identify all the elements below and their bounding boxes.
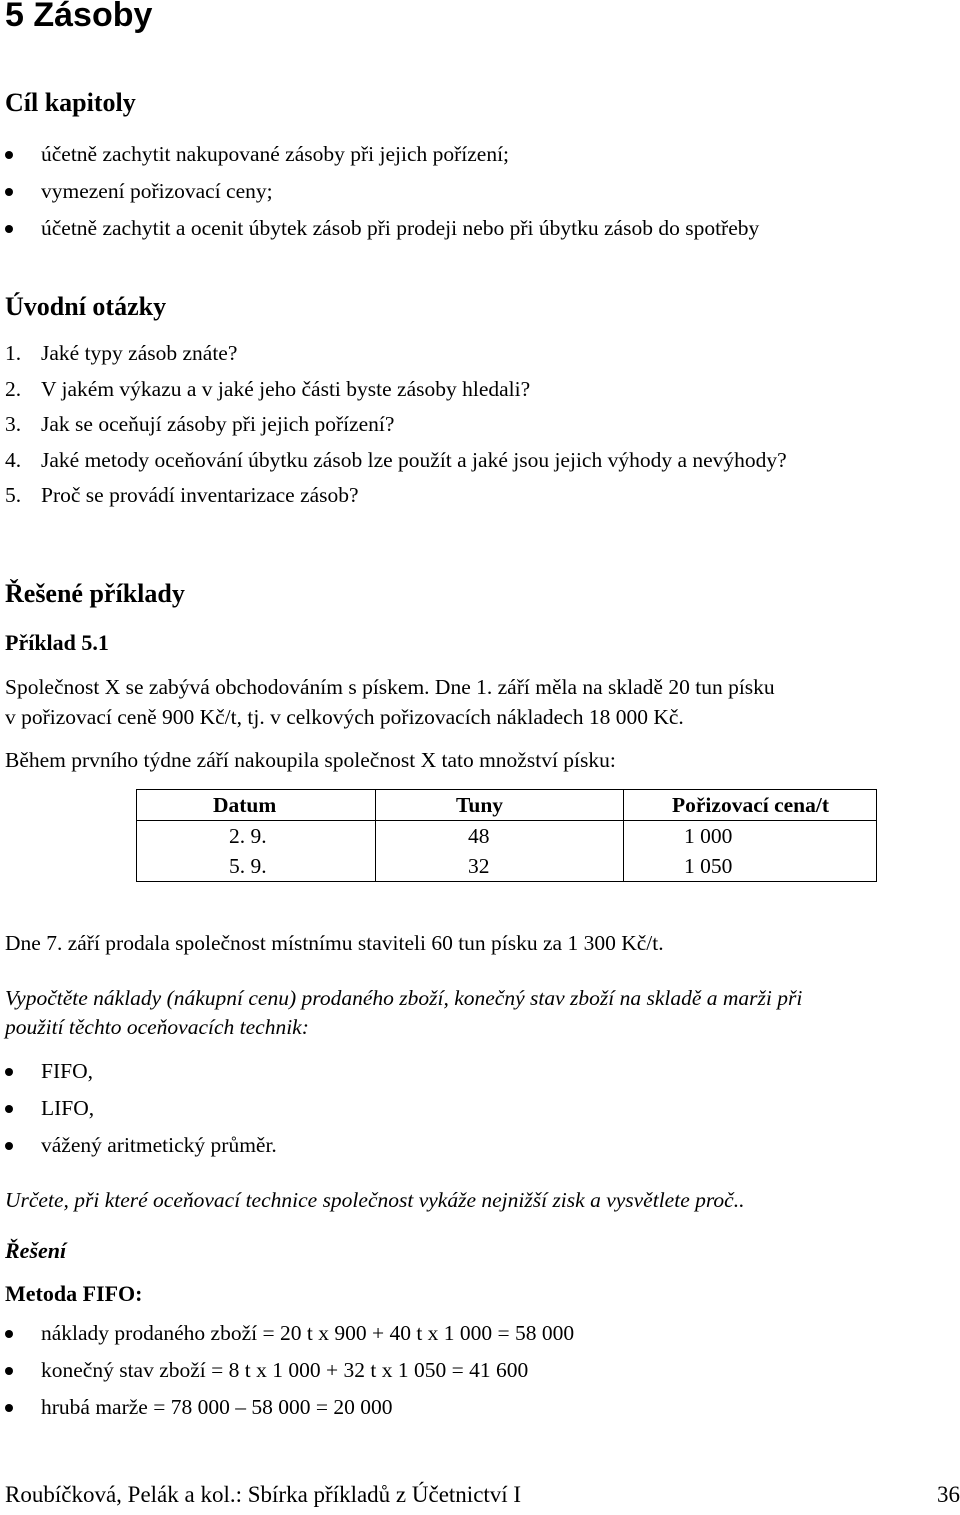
example-text-line-1: Společnost X se zabývá obchodováním s pískem. Dne 1. září měla na skladě 20 tun písku [5,675,775,699]
table-row [137,851,877,882]
list-item: konečný stav zboží = 8 t x 1 000 + 32 t x 1 050 = 41 600 [5,1352,574,1389]
table-cell: 1 000 [624,821,877,852]
question-number: 4. [5,447,22,472]
question-text: Proč se provádí inventarizace zásob? [41,483,359,507]
question-number: 2. [5,376,22,401]
task-text-line-1: Vypočtěte náklady (nákupní cenu) prodaného zboží, konečný stav zboží na skladě a marži při [5,986,803,1010]
question-text: Jaké metody oceňování úbytku zásob lze použít a jaké jsou jejich výhody a nevýhody? [41,447,787,472]
column-header-price: Pořizovací cena/t [624,790,877,821]
list-item: vymezení pořizovací ceny; [5,173,759,210]
list-item [5,336,787,372]
methods-list [5,1053,277,1164]
sale-text: Dne 7. září prodala společnost místnímu staviteli 60 tun písku za 1 300 Kč/t. [5,931,664,955]
table-cell: 48 [376,821,624,852]
question-number: 1. [5,341,22,365]
list-item: LIFO, [5,1090,277,1127]
questions-list [5,336,787,514]
table-row [137,821,877,852]
purchases-table [136,789,877,882]
solution-heading: Řešení [5,1238,67,1263]
fifo-method-heading: Metoda FIFO: [5,1281,143,1306]
example-text-line-2: v pořizovací ceně 900 Kč/t, tj. v celkových pořizovacích nákladech 18 000 Kč. [5,705,684,729]
footer-text: Roubíčková, Pelák a kol.: Sbírka příkladů z Účetnictví I [5,1482,522,1507]
question-text: V jakém výkazu a v jaké jeho části byste zásoby hledali? [41,376,531,401]
example-text-purchases: Během prvního týdne září nakoupila společnost X tato množství písku: [5,748,616,772]
task-text-line-2: použití těchto oceňovacích technik: [5,1015,309,1039]
table-cell: 2. 9. [137,821,376,852]
task-question: Určete, při které oceňovací technice společnost vykáže nejnižší zisk a vysvětlete proč.. [5,1188,745,1212]
goal-heading: Cíl kapitoly [5,88,136,117]
column-header-tons: Tuny [376,790,624,821]
questions-heading: Úvodní otázky [5,292,167,321]
page-footer [5,1482,960,1508]
list-item: účetně zachytit a ocenit úbytek zásob při prodeji nebo při úbytku zásob do spotřeby [5,210,759,247]
question-number: 3. [5,412,22,436]
chapter-title: 5 Zásoby [5,0,153,34]
list-item: FIFO, [5,1053,277,1090]
table-header-row [137,790,877,821]
question-text: Jak se oceňují zásoby při jejich pořízení? [41,412,395,436]
example-title: Příklad 5.1 [5,630,109,655]
table-cell: 5. 9. [137,851,376,882]
page-number: 36 [937,1482,960,1507]
list-item: náklady prodaného zboží = 20 t x 900 + 40 t x 1 000 = 58 000 [5,1315,574,1352]
question-text: Jaké typy zásob znáte? [41,341,238,365]
list-item [5,478,787,514]
table-cell: 1 050 [624,851,877,882]
solved-examples-heading: Řešené příklady [5,579,185,608]
list-item [5,372,787,408]
solution-list [5,1315,574,1426]
list-item: vážený aritmetický průměr. [5,1127,277,1164]
column-header-date: Datum [137,790,376,821]
list-item: účetně zachytit nakupované zásoby při jejich pořízení; [5,136,759,173]
list-item [5,443,787,479]
list-item [5,407,787,443]
list-item: hrubá marže = 78 000 – 58 000 = 20 000 [5,1389,574,1426]
table-cell: 32 [376,851,624,882]
question-number: 5. [5,483,22,507]
goal-list [5,136,759,247]
